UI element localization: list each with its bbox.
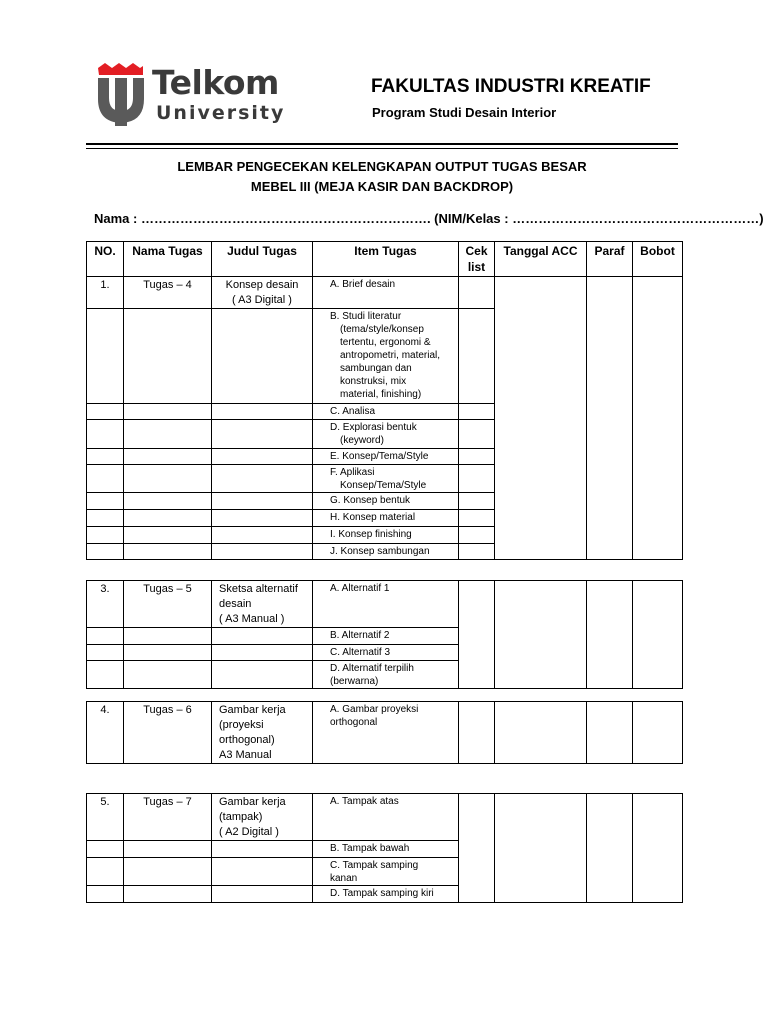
telkom-university-logo xyxy=(96,62,296,132)
task-no: 3. xyxy=(87,581,124,628)
header-rule-thin xyxy=(86,148,678,149)
bobot-cell[interactable] xyxy=(633,794,683,903)
document-title-line1: LEMBAR PENGECEKAN KELENGKAPAN OUTPUT TUGAS BESAR xyxy=(177,159,587,174)
checklist-cell[interactable] xyxy=(459,465,495,493)
checklist-cell[interactable] xyxy=(459,794,495,903)
document-title-line2: MEBEL III (MEJA KASIR DAN BACKDROP) xyxy=(250,179,514,194)
table-row xyxy=(87,581,683,628)
checklist-cell[interactable] xyxy=(459,277,495,309)
task-item: H. Konsep material xyxy=(313,510,459,527)
checklist-cell[interactable] xyxy=(459,309,495,404)
task-item: E. Konsep/Tema/Style xyxy=(313,449,459,465)
task-table-1 xyxy=(86,241,683,560)
task-no: 1. xyxy=(87,277,124,309)
tanggal-acc-cell[interactable] xyxy=(495,702,587,764)
task-table-2 xyxy=(86,580,683,689)
checklist-cell[interactable] xyxy=(459,527,495,544)
paraf-cell[interactable] xyxy=(587,277,633,560)
task-item: C. Alternatif 3 xyxy=(313,645,459,661)
bobot-cell[interactable] xyxy=(633,702,683,764)
task-table-3 xyxy=(86,701,683,764)
checklist-cell[interactable] xyxy=(459,510,495,527)
task-item: A. Gambar proyeksi orthogonal xyxy=(313,702,459,764)
task-item: B. Tampak bawah xyxy=(313,841,459,858)
task-item: B. Studi literatur (tema/style/konsep tertentu, ergonomi & antropometri, material, sambungan dan konstruksi, mix material, finishing) xyxy=(313,309,459,404)
bobot-cell[interactable] xyxy=(633,277,683,560)
task-title: Sketsa alternatif desain ( A3 Manual ) xyxy=(212,581,313,628)
task-table-4 xyxy=(86,793,683,903)
task-name: Tugas – 6 xyxy=(124,702,212,764)
logo-word-telkom: Telkom xyxy=(152,63,279,102)
checklist-cell[interactable] xyxy=(459,581,495,689)
bobot-cell[interactable] xyxy=(633,581,683,689)
task-no: 5. xyxy=(87,794,124,841)
task-item: A. Tampak atas xyxy=(313,794,459,841)
task-item: A. Brief desain xyxy=(313,277,459,309)
task-name: Tugas – 7 xyxy=(124,794,212,841)
program-title: Program Studi Desain Interior xyxy=(372,105,557,120)
col-header-paraf: Paraf xyxy=(587,242,633,277)
tanggal-acc-cell[interactable] xyxy=(495,581,587,689)
paraf-cell[interactable] xyxy=(587,794,633,903)
table-row xyxy=(87,794,683,841)
name-nim-line: Nama : …………………………………………………………. (NIM/Kelas : …………………………………………………) xyxy=(94,211,764,226)
col-header-nama: Nama Tugas xyxy=(124,242,212,277)
col-header-no: NO. xyxy=(87,242,124,277)
task-item: F. Aplikasi Konsep/Tema/Style xyxy=(313,465,459,493)
table-header-row xyxy=(87,242,683,277)
task-no: 4. xyxy=(87,702,124,764)
task-name: Tugas – 5 xyxy=(124,581,212,628)
checklist-cell[interactable] xyxy=(459,493,495,510)
tanggal-acc-cell[interactable] xyxy=(495,277,587,560)
checklist-cell[interactable] xyxy=(459,449,495,465)
table-row xyxy=(87,702,683,764)
logo-word-university: University xyxy=(156,102,286,124)
task-item: G. Konsep bentuk xyxy=(313,493,459,510)
task-item: A. Alternatif 1 xyxy=(313,581,459,628)
header-rule-thick xyxy=(86,143,678,145)
col-header-ceklist: Cek list xyxy=(459,242,495,277)
task-title: Gambar kerja (tampak) ( A2 Digital ) xyxy=(212,794,313,841)
checklist-cell[interactable] xyxy=(459,702,495,764)
task-title: Gambar kerja (proyeksi orthogonal) A3 Manual xyxy=(212,702,313,764)
tanggal-acc-cell[interactable] xyxy=(495,794,587,903)
task-item: D. Alternatif terpilih (berwarna) xyxy=(313,661,459,689)
col-header-tanggal: Tanggal ACC xyxy=(495,242,587,277)
checklist-cell[interactable] xyxy=(459,404,495,420)
logo-emblem-icon xyxy=(96,62,146,128)
task-item: I. Konsep finishing xyxy=(313,527,459,544)
checklist-cell[interactable] xyxy=(459,544,495,560)
task-name: Tugas – 4 xyxy=(124,277,212,309)
task-item: C. Tampak samping kanan xyxy=(313,858,459,886)
task-item: D. Tampak samping kiri xyxy=(313,886,459,903)
task-title: Konsep desain ( A3 Digital ) xyxy=(212,277,313,309)
table-row xyxy=(87,277,683,309)
col-header-item: Item Tugas xyxy=(313,242,459,277)
task-item: D. Explorasi bentuk (keyword) xyxy=(313,420,459,449)
paraf-cell[interactable] xyxy=(587,702,633,764)
task-item: J. Konsep sambungan xyxy=(313,544,459,560)
faculty-title: FAKULTAS INDUSTRI KREATIF xyxy=(371,76,651,97)
task-item: B. Alternatif 2 xyxy=(313,628,459,645)
task-item: C. Analisa xyxy=(313,404,459,420)
paraf-cell[interactable] xyxy=(587,581,633,689)
checklist-cell[interactable] xyxy=(459,420,495,449)
col-header-judul: Judul Tugas xyxy=(212,242,313,277)
col-header-bobot: Bobot xyxy=(633,242,683,277)
